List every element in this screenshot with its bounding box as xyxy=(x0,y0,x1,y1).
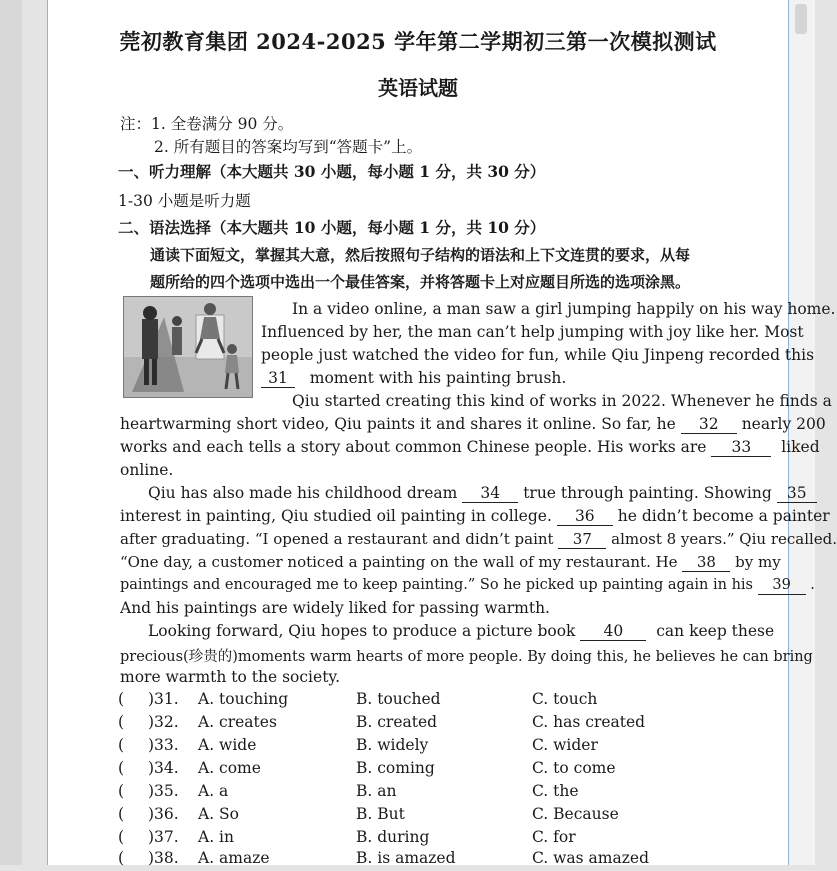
passage-text: true through painting. Showing xyxy=(523,484,772,502)
passage-line xyxy=(120,438,820,457)
passage-line xyxy=(148,622,774,641)
page-title: 莞初教育集团 2024-2025 学年第二学期初三第一次模拟测试 xyxy=(119,29,717,54)
option-a: A. creates xyxy=(198,713,277,731)
passage-text: paintings and encouraged me to keep painting.” So he picked up painting again in his xyxy=(120,577,754,593)
blank-40: 40 xyxy=(580,622,646,641)
note-1: 注：1. 全卷满分 90 分。 xyxy=(120,115,294,133)
option-a: A. So xyxy=(198,805,239,823)
passage-text: nearly 200 xyxy=(741,415,826,433)
option-a: A. amaze xyxy=(198,849,270,867)
passage-text: can keep these xyxy=(656,622,775,640)
passage-text: liked xyxy=(781,438,820,456)
passage-text: . xyxy=(810,577,815,593)
section-2-instruction-1: 通读下面短文，掌握其大意，然后按照句子结构的语法和上下文连贯的要求，从每 xyxy=(150,246,691,264)
option-c: C. Because xyxy=(532,805,619,823)
passage-line xyxy=(120,576,815,595)
passage-line: more warmth to the society. xyxy=(120,668,341,686)
passage-illustration xyxy=(123,296,253,398)
option-c: C. the xyxy=(532,782,579,800)
option-c: C. touch xyxy=(532,690,598,708)
option-b: B. touched xyxy=(356,690,441,708)
passage-line xyxy=(120,553,781,572)
scrollbar-thumb[interactable] xyxy=(795,4,807,34)
option-c: C. for xyxy=(532,828,576,846)
blank-31: 31 xyxy=(261,369,295,388)
passage-line: people just watched the video for fun, while Qiu Jinpeng recorded this xyxy=(261,346,815,364)
passage-line: Influenced by her, the man can’t help jumping with joy like her. Most xyxy=(261,323,804,341)
passage-text: he didn’t become a painter xyxy=(617,507,830,525)
blank-35: 35 xyxy=(777,484,817,503)
passage-line: In a video online, a man saw a girl jumping happily on his way home. xyxy=(292,300,836,318)
option-a: A. touching xyxy=(198,690,289,708)
painting-illustration xyxy=(124,297,252,397)
option-c: C. to come xyxy=(532,759,616,777)
passage-line: online. xyxy=(120,461,174,479)
section-1-text: 1-30 小题是听力题 xyxy=(118,192,251,210)
option-b: B. coming xyxy=(356,759,435,777)
option-c: C. wider xyxy=(532,736,598,754)
blank-36: 36 xyxy=(557,507,613,526)
passage-text: after graduating. “I opened a restaurant and didn’t paint xyxy=(120,530,554,548)
passage-line xyxy=(120,530,837,549)
passage-line xyxy=(148,484,817,503)
option-b: B. an xyxy=(356,782,397,800)
note-2: 2. 所有题目的答案均写到“答题卡”上。 xyxy=(154,138,423,156)
option-a: A. in xyxy=(198,828,234,846)
passage-line: precious(珍贵的)moments warm hearts of more people. By doing this, he believes he can bring xyxy=(120,649,813,665)
option-c: C. was amazed xyxy=(532,849,649,867)
passage-line xyxy=(120,507,830,526)
passage-text: by my xyxy=(735,553,781,571)
page-subtitle: 英语试题 xyxy=(378,76,458,100)
blank-38: 38 xyxy=(682,553,730,572)
option-b: B. created xyxy=(356,713,438,731)
passage-text: works and each tells a story about common Chinese people. His works are xyxy=(120,438,707,456)
section-2-instruction-2: 题所给的四个选项中选出一个最佳答案，并将答题卡上对应题目所选的选项涂黑。 xyxy=(150,273,691,291)
blank-37: 37 xyxy=(558,530,606,549)
passage-line xyxy=(120,415,826,434)
left-margin xyxy=(0,0,22,865)
blank-39: 39 xyxy=(758,576,806,595)
option-b: B. is amazed xyxy=(356,849,456,867)
passage-line xyxy=(261,369,566,388)
option-c: C. has created xyxy=(532,713,646,731)
blank-32: 32 xyxy=(681,415,737,434)
section-2-heading: 二、语法选择（本大题共 10 小题，每小题 1 分，共 10 分） xyxy=(118,218,546,237)
passage-line: Qiu started creating this kind of works in 2022. Whenever he finds a xyxy=(292,392,832,410)
option-b: B. But xyxy=(356,805,405,823)
option-a: A. wide xyxy=(198,736,257,754)
passage-text: Qiu has also made his childhood dream xyxy=(148,484,458,502)
section-1-heading: 一、听力理解（本大题共 30 小题，每小题 1 分，共 30 分） xyxy=(118,162,546,181)
passage-text: Looking forward, Qiu hopes to produce a picture book xyxy=(148,622,576,640)
passage-text: “One day, a customer noticed a painting on the wall of my restaurant. He xyxy=(120,553,678,571)
passage-text: almost 8 years.” Qiu recalled. xyxy=(611,530,837,548)
blank-33: 33 xyxy=(711,438,771,457)
passage-line: And his paintings are widely liked for passing warmth. xyxy=(120,599,550,617)
option-b: B. during xyxy=(356,828,430,846)
passage-text: heartwarming short video, Qiu paints it and shares it online. So far, he xyxy=(120,415,676,433)
passage-text: moment with his painting brush. xyxy=(309,369,567,387)
passage-text: interest in painting, Qiu studied oil painting in college. xyxy=(120,507,552,525)
option-b: B. widely xyxy=(356,736,429,754)
document-page: 莞初教育集团 2024-2025 学年第二学期初三第一次模拟测试 英语试题 注：1. 全卷满分 90 分。 2. 所有题目的答案均写到“答题卡”上。 一、听力理解（本大题共 30 小题，每小题 1 分，共 30 分） 1-30 小题是听力题 二、语法选择（本大题共 10 小题，每小题 1 分，共 10 分） 通读下面短文，掌握其大意，然后按照句子结构的语法和上下文连贯的要求，从每 题所给的四个选项中选出一个最佳答案，并将答题卡上对应题目所选的选项涂黑。 In a video online, a man saw a girl jumping happily on his way home. Influenced by her, the man can’t help jumping with joy like her. Most people just watched the video for fun, while Qiu Jinpeng recorded this 31 moment with his painting brush. Qiu started creating this kind of works in 2022. Whenever he finds a heartwarming short video, Qiu paints it and shares it online. So far, he 32 nearly 200 works and each tells a story about common Chinese people. His works are 33 liked online. Qiu has also made his childhood dream 34 true through painting. Showing 35 interest in painting, Qiu studied oil painting in college. 36 he didn’t become a painter after graduating. “I opened a restaurant and didn’t paint 37 almost 8 years.” Qiu recalled. “One day, a customer noticed a painting on the wall of my restaurant. He 38 by my paintings and encouraged me to keep painting.” So he picked up painting again in his 39 . And his paintings are widely liked for passing warmth. Looking forward, Qiu hopes to produce a picture book 40 can keep these precious(珍贵的)moments warm hearts of more people. By doing this, he believes he can bring more warmth to the society. ( )31. A. touching B. touched C. touch ( )32. A. creates B. created C. has created ( )33. A. wide B. widely C. wider ( )34. A. come B. coming C. to come ( )35. A. a B. an C. the ( )36. A. So B. But C. Because ( )37. A. in B. during C. for ( )38. A. amaze B. is amazed C. was amazed xyxy=(47,0,789,865)
blank-34: 34 xyxy=(462,484,518,503)
option-a: A. a xyxy=(198,782,229,800)
option-a: A. come xyxy=(198,759,261,777)
